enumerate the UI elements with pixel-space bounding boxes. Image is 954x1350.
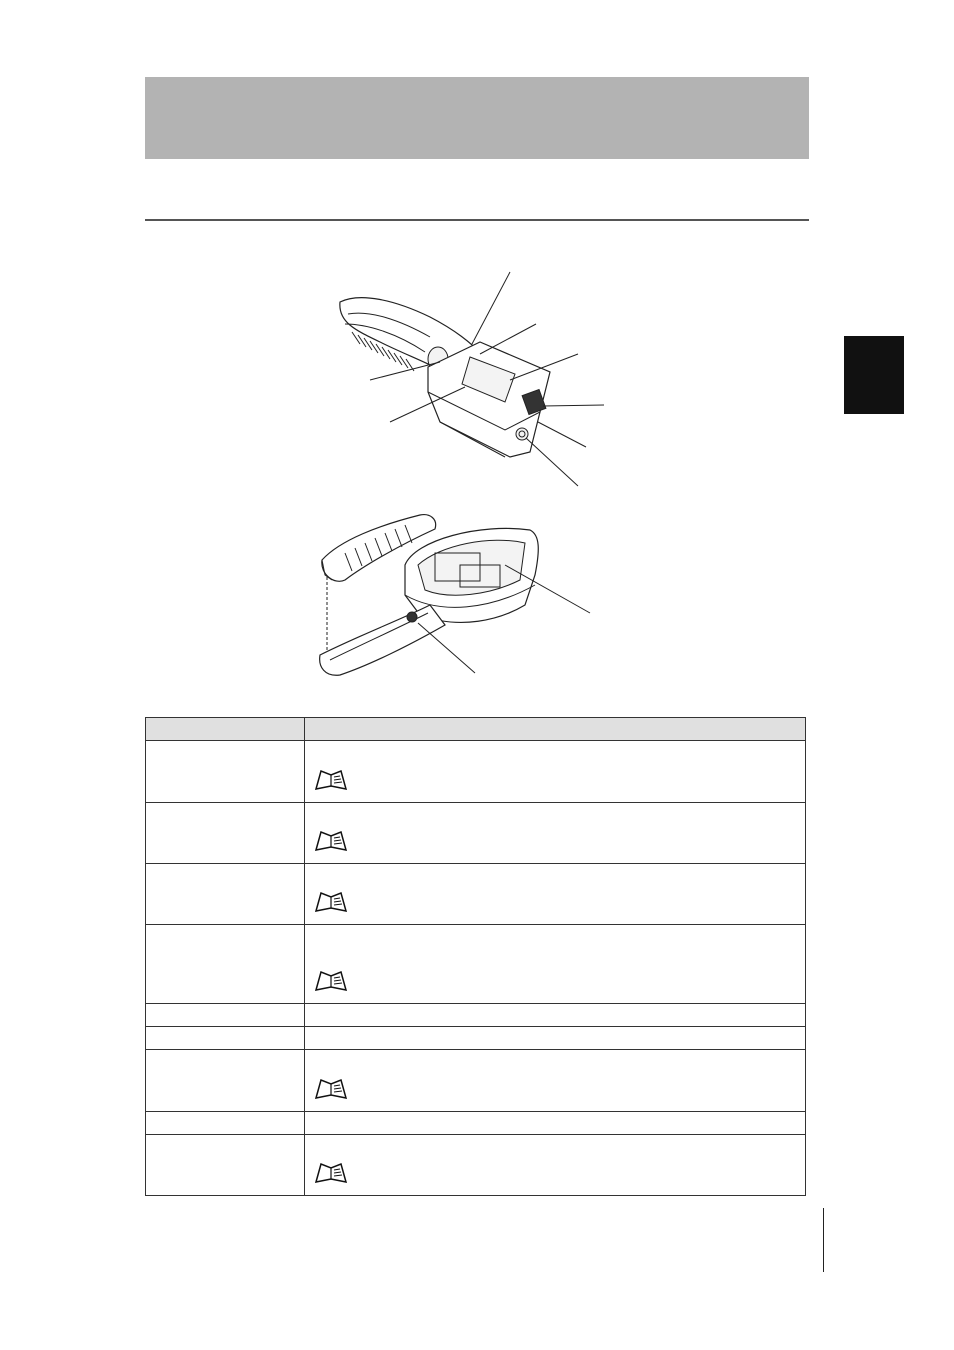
part-description-cell [305,925,806,1004]
table-row [146,1112,806,1135]
page-number-rule [823,1208,824,1272]
part-name-cell [146,864,305,925]
manual-reference-icon[interactable] [313,767,349,793]
part-description-cell [305,1112,806,1135]
section-rule [145,219,809,221]
table-row [146,803,806,864]
table-row [146,1050,806,1112]
part-name-cell [146,1027,305,1050]
parts-table [145,717,806,1196]
device-disassembled-illustration [300,505,610,685]
manual-reference-icon[interactable] [313,1160,349,1186]
table-row [146,925,806,1004]
part-description-cell [305,864,806,925]
part-name-cell [146,1004,305,1027]
device-assembled-illustration [300,262,620,494]
table-header-description [305,718,806,741]
manual-reference-icon[interactable] [313,1076,349,1102]
chapter-header-band [145,77,809,159]
manual-reference-icon[interactable] [313,968,349,994]
chapter-tab [844,336,904,414]
manual-reference-icon[interactable] [313,889,349,915]
part-description-cell [305,1135,806,1196]
table-row [146,741,806,803]
part-description-cell [305,1004,806,1027]
part-description-cell [305,1050,806,1112]
part-description-cell [305,741,806,803]
part-name-cell [146,803,305,864]
table-row [146,1135,806,1196]
part-name-cell [146,741,305,803]
manual-reference-icon[interactable] [313,828,349,854]
part-description-cell [305,1027,806,1050]
part-name-cell [146,925,305,1004]
table-row [146,1004,806,1027]
table-header-name [146,718,305,741]
part-description-cell [305,803,806,864]
table-header-row [146,718,806,741]
part-name-cell [146,1112,305,1135]
table-row [146,1027,806,1050]
part-name-cell [146,1135,305,1196]
table-row [146,864,806,925]
part-name-cell [146,1050,305,1112]
